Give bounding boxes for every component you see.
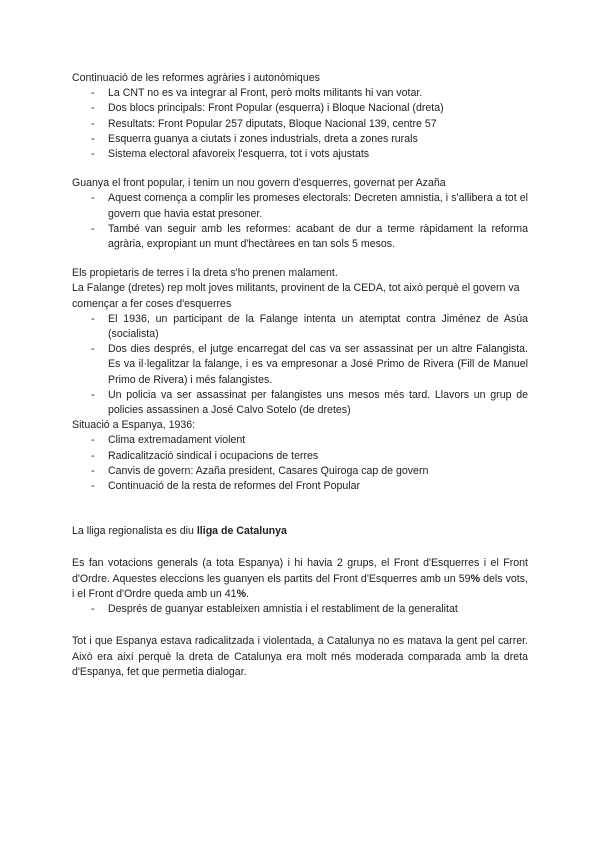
list-item: - La CNT no es va integrar al Front, però molts militants hi van votar. (72, 86, 528, 101)
list-reformes (72, 86, 528, 162)
list-item: - Sistema electoral afavoreix l'esquerra, tot i vots ajustats (72, 147, 528, 162)
list-item: - Esquerra guanya a ciutats i zones industrials, dreta a zones rurals (72, 132, 528, 147)
paragraph-falange: La Falange (dretes) rep molt joves militants, provinent de la CEDA, tot això perquè el govern va començar a fer coses d'esquerres (72, 282, 520, 310)
lliga-prefix: La lliga regionalista es diu (72, 525, 197, 538)
list-item: - Dos dies després, el jutge encarregat del cas va ser assassinat per un altre Falangista. Es va il·legalitzar la falange, i es va empresonar a José Primo de Rivera (Fill de Manuel Primo de Rivera) i més falangistes. (72, 342, 528, 388)
votacions-percent-1: % (470, 572, 480, 585)
list-item: - El 1936, un participant de la Falange intenta un atemptat contra Jiménez de Asúa (socialista) (72, 312, 528, 342)
section-heading-front-popular: Guanya el front popular, i tenim un nou govern d'esquerres, governat per Azaña (72, 177, 446, 190)
section-heading-reformes: Continuació de les reformes agràries i autonòmiques (72, 72, 320, 84)
section-heading-situacio: Situació a Espanya, 1936: (72, 419, 196, 432)
list-situacio (72, 433, 528, 494)
list-item: - Radicalització sindical i ocupacions de terres (72, 449, 528, 464)
list-item: - Continuació de la resta de reformes del Front Popular (72, 479, 528, 494)
lliga-bold-name: lliga de Catalunya (196, 525, 287, 538)
paragraph-propietaris: Els propietaris de terres i la dreta s'ho prenen malament. (72, 267, 338, 280)
list-item: - Després de guanyar estableixen amnistia i el restabliment de la generalitat (72, 602, 528, 617)
list-item: - Un policia va ser assassinat per falangistes uns mesos més tard. Llavors un grup de policies assassinen a José Calvo Sotelo (de dretes) (72, 388, 528, 418)
list-item: - Resultats: Front Popular 257 diputats, Bloque Nacional 139, centre 57 (72, 117, 528, 132)
list-falange (72, 312, 528, 418)
list-item: - Canvis de govern: Azaña president, Casares Quiroga cap de govern (72, 464, 528, 479)
paragraph-lliga (72, 524, 528, 539)
paragraph-catalunya: Tot i que Espanya estava radicalitzada i violentada, a Catalunya no es matava la gent pel carrer. Això era així perquè la dreta de Catalunya era molt més moderada comparada amb la dreta d'Espanya, fet que permetia dialogar. (72, 635, 528, 678)
votacions-text-3: . (245, 587, 249, 600)
list-item: - Dos blocs principals: Front Popular (esquerra) i Bloque Nacional (dreta) (72, 101, 528, 116)
votacions-text-1: Es fan votacions generals (a tota Espanya) i hi havia 2 grups, el Front d'Esquerres i el Front d'Ordre. Aquestes eleccions les guanyen els partits del Front d'Esquerres amb un 59 (72, 557, 528, 585)
votacions-percent-2: % (236, 587, 246, 600)
list-votacions (72, 602, 528, 617)
paragraph-votacions (72, 556, 528, 602)
document-page (72, 71, 528, 680)
list-front-popular (72, 191, 528, 252)
list-item: - Clima extremadament violent (72, 433, 528, 448)
list-item: - Aquest comença a complir les promeses electorals: Decreten amnistia, i s'allibera a tot el govern que havia estat presoner. (72, 191, 528, 221)
list-item: - També van seguir amb les reformes: acabant de dur a terme ràpidament la reforma agrària, expropiant un munt d'hectàrees en tan sols 5 mesos. (72, 222, 528, 252)
votacions-text-2: dels vots, i el Front d'Ordre queda amb un 41 (72, 572, 528, 600)
